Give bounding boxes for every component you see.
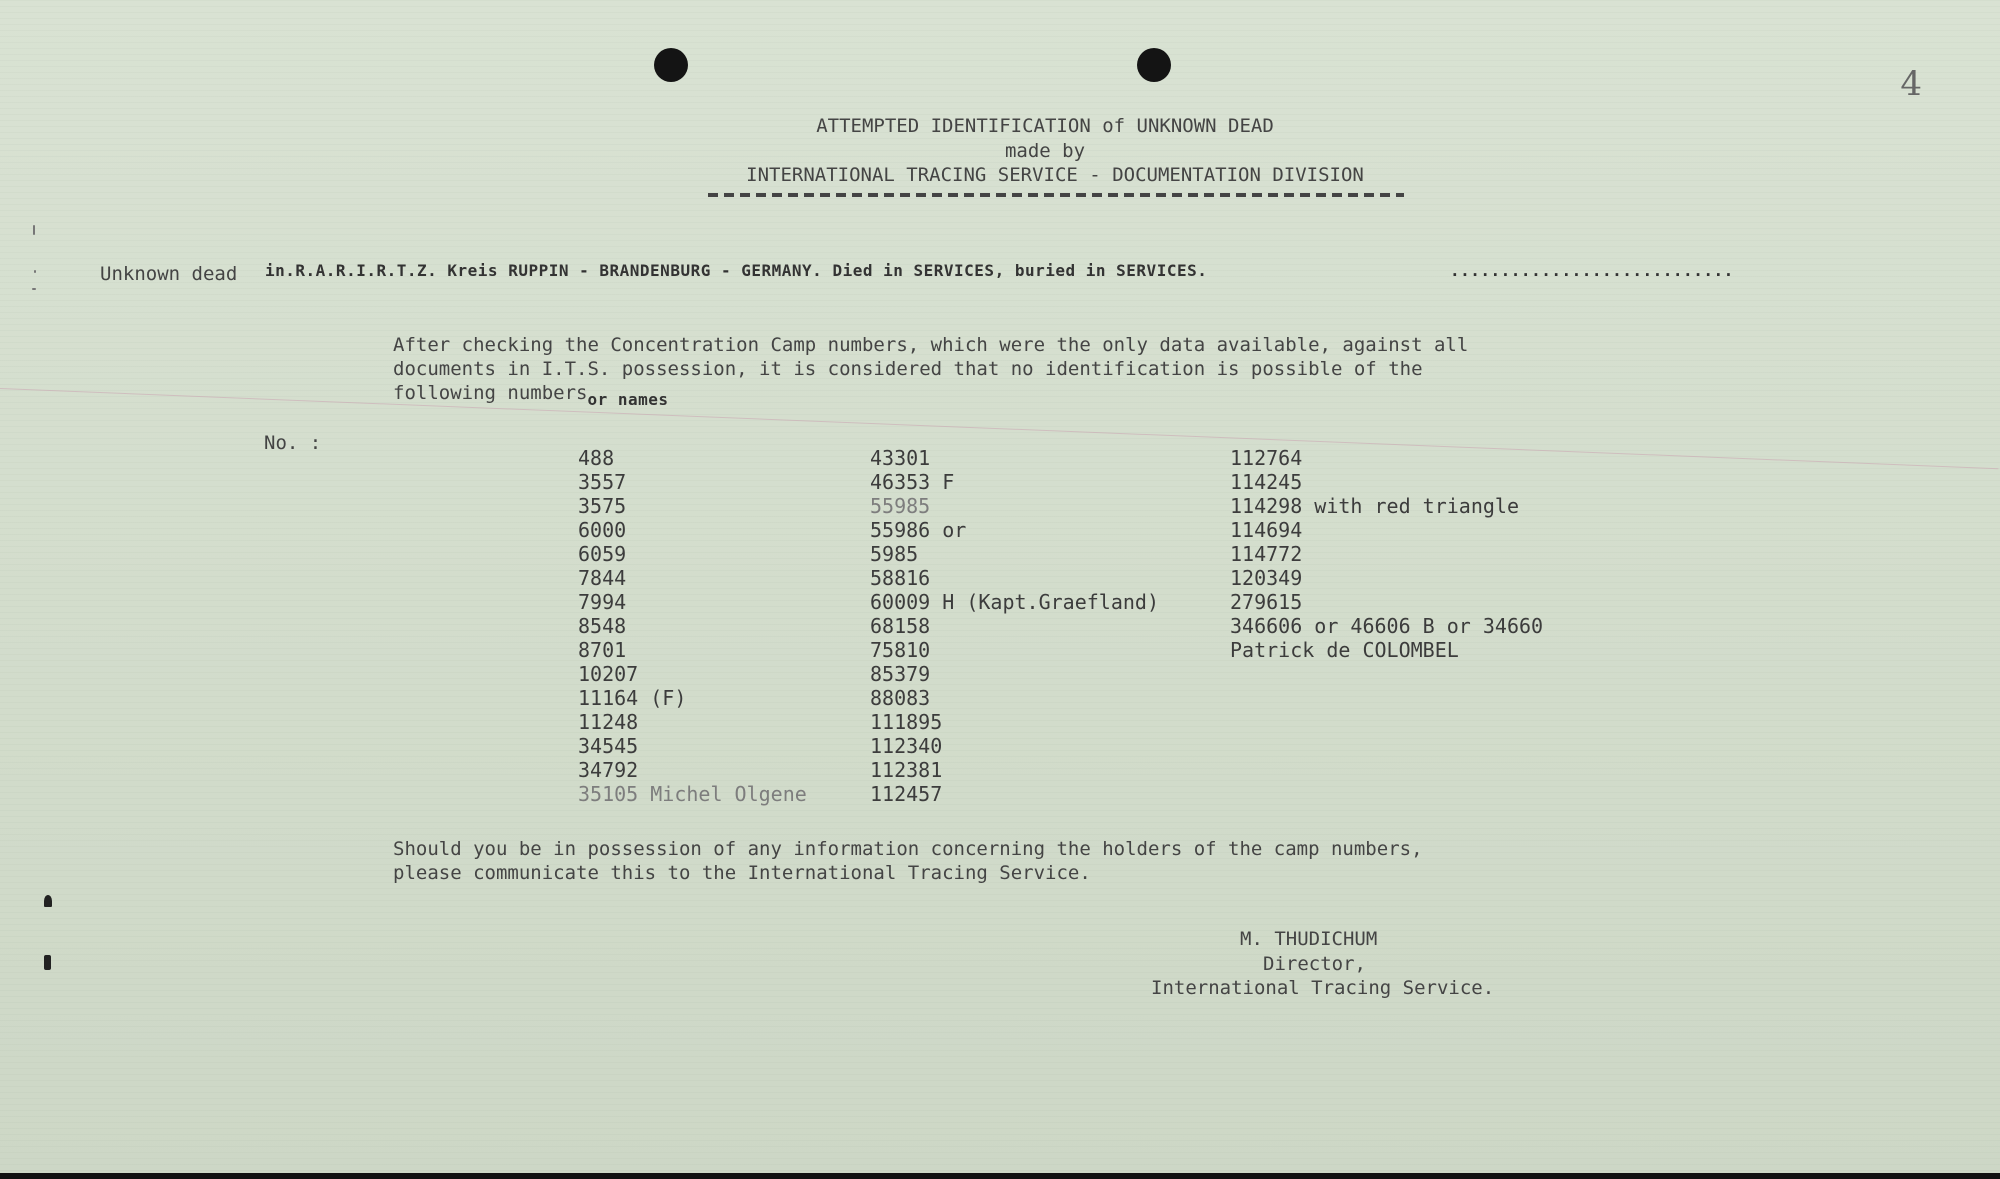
subject-dots: ............................ [1450,261,1734,280]
camp-number: 112340 [870,734,943,758]
camp-number: 111895 [870,710,943,734]
camp-number: 7994 [578,590,627,614]
camp-number: 43301 [870,446,931,470]
camp-number: 75810 [870,638,931,662]
camp-number: 46353 F [870,470,955,494]
camp-number: 7844 [578,566,627,590]
body-line-3 [393,382,669,409]
punch-hole-left [654,48,688,82]
header-organization: INTERNATIONAL TRACING SERVICE - DOCUMENTATION DIVISION [746,164,1364,186]
camp-number: 55985 [870,494,931,518]
punch-hole-right [1137,48,1171,82]
camp-number: 114772 [1230,542,1303,566]
camp-number: 35105 Michel Olgene [578,782,807,806]
signatory-title: Director, [1263,953,1366,975]
margin-mark [32,288,36,290]
camp-number: 488 [578,446,615,470]
camp-number: 34792 [578,758,639,782]
camp-number: 112764 [1230,446,1303,470]
subject-label: Unknown dead [100,263,238,285]
camp-number: 114298 with red triangle [1230,494,1519,518]
signatory-organization: International Tracing Service. [1151,977,1495,999]
camp-number: 6059 [578,542,627,566]
header-title: ATTEMPTED IDENTIFICATION of UNKNOWN DEAD [816,115,1274,137]
camp-number: 68158 [870,614,931,638]
camp-number: 85379 [870,662,931,686]
page-number: 4 [1900,64,1922,104]
margin-mark [44,955,51,970]
margin-mark [44,895,52,907]
camp-number: 6000 [578,518,627,542]
numbers-label: No. : [264,432,322,454]
body-line-2: documents in I.T.S. possession, it is considered that no identification is possible of the [393,358,1423,380]
camp-number: 55986 or [870,518,967,542]
camp-number: 120349 [1230,566,1303,590]
closing-line-2: please communicate this to the International Tracing Service. [393,862,1091,884]
body-line-1: After checking the Concentration Camp numbers, which were the only data available, against all [393,334,1469,356]
camp-number: 8701 [578,638,627,662]
header-made-by: made by [1004,140,1086,162]
margin-mark [33,225,35,235]
scan-border [0,1173,2000,1179]
subject-stamped-text: in.R.A.R.I.R.T.Z. Kreis RUPPIN - BRANDENBURG - GERMANY. Died in SERVICES, buried in SERVICES. [265,261,1208,280]
camp-number: 114245 [1230,470,1303,494]
camp-number: 3557 [578,470,627,494]
camp-name: Patrick de COLOMBEL [1230,638,1459,662]
margin-mark [34,270,36,273]
numbers-column-3 [1230,446,1543,662]
camp-number: 112457 [870,782,943,806]
camp-number: 88083 [870,686,931,710]
camp-number: 114694 [1230,518,1303,542]
camp-number: 3575 [578,494,627,518]
camp-number: 11164 (F) [578,686,687,710]
numbers-column-2 [870,446,1159,806]
body-line-3-stamped: or names [587,390,669,409]
numbers-column-1 [578,446,807,806]
closing-line-1: Should you be in possession of any information concerning the holders of the camp numbers, [393,838,1423,860]
camp-number: 112381 [870,758,943,782]
camp-number: 279615 [1230,590,1303,614]
signatory-name: M. THUDICHUM [1240,928,1378,950]
camp-number: 60009 H (Kapt.Graefland) [870,590,1159,614]
camp-number: 346606 or 46606 B or 34660 [1230,614,1544,638]
camp-number: 8548 [578,614,627,638]
camp-number: 58816 [870,566,931,590]
camp-number: 10207 [578,662,639,686]
header-underline [708,193,1404,197]
camp-number: 34545 [578,734,639,758]
camp-number: 5985 [870,542,919,566]
body-line-3-typed: following numbers [393,382,588,404]
camp-number: 11248 [578,710,639,734]
